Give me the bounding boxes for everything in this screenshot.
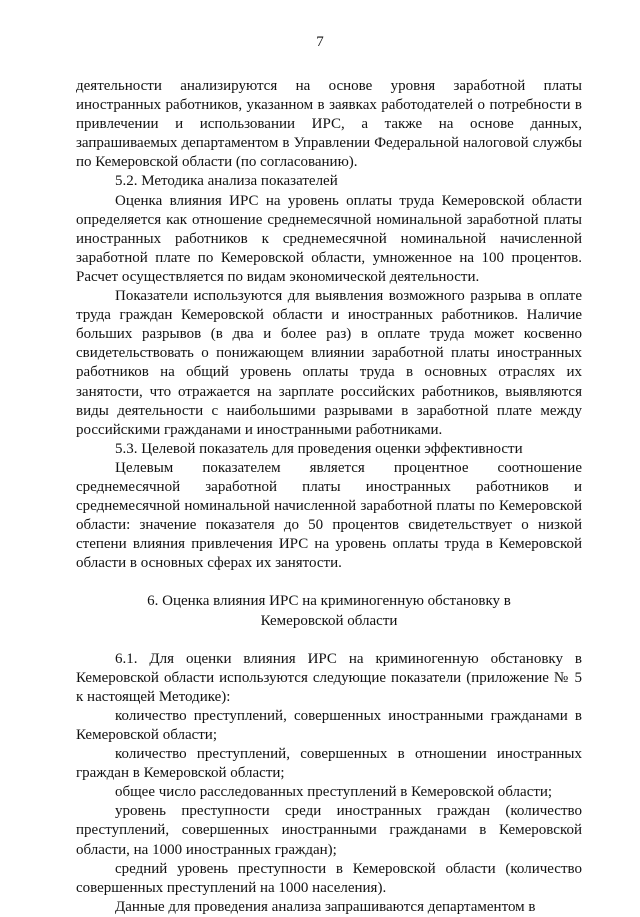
paragraph-continuation: деятельности анализируются на основе уровня заработной платы иностранных работников, указанном в заявках работодателей о потребности в привлечении и использовании ИРС, а также на основе данных, запрашиваемых департаментом в Управлении Федеральной налоговой службы по Кемеровской области (по согласованию). xyxy=(76,78,582,171)
list-item-investigated-crimes: общее число расследованных преступлений в Кемеровской области; xyxy=(115,784,553,801)
list-item-crimes-against-foreigners: количество преступлений, совершенных в отношении иностранных граждан в Кемеровской области; xyxy=(76,746,582,782)
paragraph-wage-ratio: Оценка влияния ИРС на уровень оплаты труда Кемеровской области определяется как отношение среднемесячной номинальной заработной платы иностранных работников к среднемесячной номинальной начисленной заработной плате по Кемеровской области, умноженное на 100 процентов. Расчет осуществляется по видам экономической деятельности. xyxy=(76,192,582,285)
section-heading-6: 6. Оценка влияния ИРС на криминогенную обстановку в Кемеровской области xyxy=(147,593,511,629)
list-item-crime-rate-foreigners: уровень преступности среди иностранных граждан (количество преступлений, совершенных иностранными гражданами в Кемеровской области, на 1000 иностранных граждан); xyxy=(76,803,582,858)
page-number: 7 xyxy=(316,34,324,50)
list-item-crimes-by-foreigners: количество преступлений, совершенных иностранными гражданами в Кемеровской области; xyxy=(76,707,582,743)
paragraph-data-request: Данные для проведения анализа запрашиваются департаментом в xyxy=(115,898,536,915)
paragraph-target-indicator: Целевым показателем является процентное соотношение среднемесячной заработной платы иностранных работников и среднемесячной номинальной начисленной заработной платы по Кемеровской области: значение показателя до 50 процентов свидетельствует о низкой степени влияния привлечения ИРС на уровень оплаты труда в Кемеровской области в основных сферах их занятости. xyxy=(76,459,582,572)
paragraph-wage-gap: Показатели используются для выявления возможного разрыва в оплате труда граждан Кемеровской области и иностранных работников. Наличие больших разрывов (в два и более раз) в оплате труда может косвенно свидетельствовать о понижающем влиянии заработной платы иностранных работников на общий уровень оплаты труда в основных отраслях их занятости, что отражается на зарплате российских работников, выявляются виды деятельности с наибольшими разрывами в заработной плате между российскими гражданами и иностранными работниками. xyxy=(76,288,582,438)
document-body xyxy=(76,77,582,917)
paragraph-6-1: 6.1. Для оценки влияния ИРС на криминогенную обстановку в Кемеровской области используются следующие показатели (приложение № 5 к настоящей Методике): xyxy=(76,650,582,705)
subsection-heading-5-3: 5.3. Целевой показатель для проведения оценки эффективности xyxy=(115,440,523,457)
subsection-heading-5-2: 5.2. Методика анализа показателей xyxy=(115,173,338,190)
list-item-average-crime-rate: средний уровень преступности в Кемеровской области (количество совершенных преступлений на 1000 населения). xyxy=(76,860,582,896)
